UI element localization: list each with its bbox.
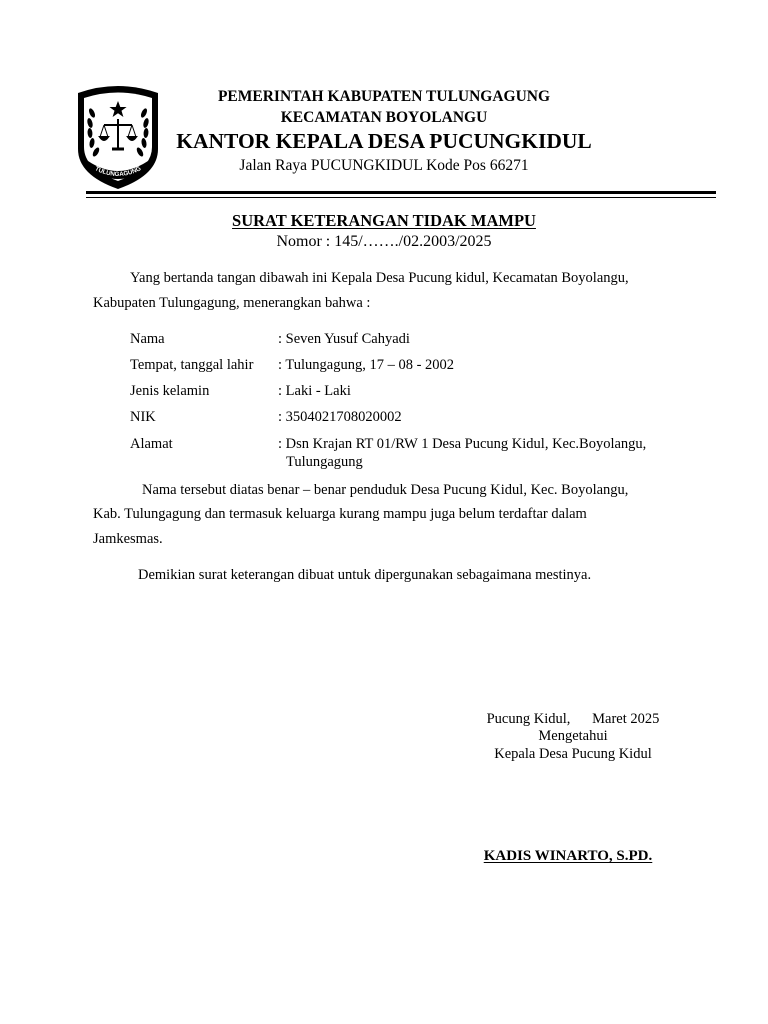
closing-sentence: Demikian surat keterangan dibuat untuk dipergunakan sebagaimana mestinya. <box>138 567 592 583</box>
field-label-birth: Tempat, tanggal lahir <box>130 357 254 373</box>
letterhead-rule-thin <box>86 197 716 198</box>
letter-number: Nomor : 145/……./02.2003/2025 <box>276 233 492 250</box>
field-label-nik: NIK <box>130 409 156 425</box>
signature-position: Kepala Desa Pucung Kidul <box>494 746 652 762</box>
signatory-name: KADIS WINARTO, S.PD. <box>483 848 653 864</box>
emblem-ribbon-text: TULUNGAGUNG <box>93 165 143 179</box>
field-value-address: : Dsn Krajan RT 01/RW 1 Desa Pucung Kidul, Kec.Boyolangu, <box>278 436 647 452</box>
field-value-name: : Seven Yusuf Cahyadi <box>278 331 410 347</box>
field-label-name: Nama <box>130 331 165 347</box>
letterhead-address: Jalan Raya PUCUNGKIDUL Kode Pos 66271 <box>239 157 529 174</box>
intro-line-2: Kabupaten Tulungagung, menerangkan bahwa : <box>93 295 371 311</box>
field-label-gender: Jenis kelamin <box>130 383 210 399</box>
statement-line-2: Kab. Tulungagung dan termasuk keluarga kurang mampu juga belum terdaftar dalam <box>93 506 587 522</box>
field-value-address-continued: Tulungagung <box>286 454 363 470</box>
signature-acknowledgement: Mengetahui <box>538 728 608 744</box>
field-value-gender: : Laki - Laki <box>278 383 351 399</box>
letter-title: SURAT KETERANGAN TIDAK MAMPU <box>232 211 536 230</box>
letterhead-government: PEMERINTAH KABUPATEN TULUNGAGUNG <box>217 88 551 105</box>
statement-line-3: Jamkesmas. <box>93 531 163 547</box>
field-label-address: Alamat <box>130 436 173 452</box>
statement-line-1: Nama tersebut diatas benar – benar penduduk Desa Pucung Kidul, Kec. Boyolangu, <box>142 482 629 498</box>
field-value-birth: : Tulungagung, 17 – 08 - 2002 <box>278 357 455 373</box>
letterhead-rule-thick <box>86 191 716 194</box>
letterhead-district: KECAMATAN BOYOLANGU <box>280 109 488 126</box>
signature-place-date: Pucung Kidul, Maret 2025 <box>486 711 660 727</box>
letterhead-office: KANTOR KEPALA DESA PUCUNGKIDUL <box>176 129 592 153</box>
regency-emblem <box>74 83 162 191</box>
intro-line-1: Yang bertanda tangan dibawah ini Kepala Desa Pucung kidul, Kecamatan Boyolangu, <box>130 270 629 286</box>
field-value-nik: : 3504021708020002 <box>278 409 402 425</box>
